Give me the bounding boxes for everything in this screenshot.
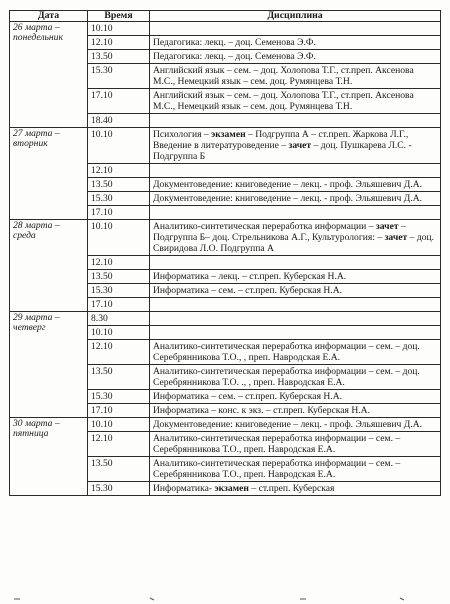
time-cell: 17.10 [88,206,150,220]
time-cell: 10.10 [88,22,150,36]
time-cell: 17.10 [88,89,150,114]
discipline-emphasis: зачет [384,232,408,243]
time-cell: 10.10 [88,128,150,164]
discipline-text: Информатика- [153,483,215,494]
time-cell: 12.10 [88,164,150,178]
discipline-text: Психология – [153,129,212,140]
discipline-cell [150,340,441,365]
discipline-text: – ст.преп. Куберская [248,483,335,494]
discipline-text: Документоведение: книговедение – лекц. - проф. Эльяшевич Д.А. [153,193,423,204]
schedule-row [10,22,441,36]
discipline-cell [150,482,441,496]
time-cell: 13.50 [88,50,150,64]
discipline-text: – Подгруппа Б– доц. Стрельникова А.Г., Культурология: – [153,221,406,243]
discipline-emphasis: экзамен [211,129,246,140]
time-cell: 10.10 [88,220,150,256]
discipline-cell [150,312,441,326]
time-cell: 15.30 [88,64,150,89]
discipline-cell [150,284,441,298]
discipline-text: Информатика – лекц. – ст.преп. Куберская Н.А. [153,271,347,282]
discipline-text: Документоведение: книговедение – лекц. - проф. Эльяшевич Д.А. [153,419,423,430]
discipline-cell [150,390,441,404]
discipline-text: Аналитико-синтетическая переработка информации – сем. – доц. Серебрянникова Т.О., , преп. Навродская Е.А. [153,341,420,363]
discipline-cell [150,256,441,270]
discipline-text: Аналитико-синтетическая переработка информации – сем. – Серебрянникова Т.О., преп. Навродская Е.А. [153,433,401,455]
discipline-text: – доц. Пушкарева Л.С. - Подгруппа Б [153,140,412,162]
time-cell: 13.50 [88,270,150,284]
discipline-text: Педагогика: лекц. – доц. Семенова Э.Ф. [153,37,316,48]
time-cell: 12.10 [88,36,150,50]
schedule-row [10,312,441,326]
discipline-text: Английский язык – сем. – доц. Холопова Т.Г., ст.преп. Аксенова М.С., Немецкий язык – сем. доц. Румянцева Т.Н. [153,65,414,87]
discipline-cell [150,36,441,50]
time-cell: 18.40 [88,114,150,128]
discipline-cell [150,178,441,192]
discipline-cell [150,128,441,164]
discipline-cell [150,22,441,36]
time-cell: 15.30 [88,390,150,404]
discipline-text: – Подгруппа А – ст.преп. Жаркова Л.Г., Введение в литературоведение – [153,129,409,151]
time-cell: 10.10 [88,418,150,432]
discipline-text: Информатика – сем. – ст.преп. Куберская Н.А. [153,391,343,402]
discipline-cell [150,206,441,220]
discipline-emphasis: экзамен [214,483,249,494]
time-cell: 12.10 [88,256,150,270]
day-date-cell: 29 марта – четверг [10,312,88,418]
discipline-cell [150,365,441,390]
discipline-cell [150,457,441,482]
discipline-cell [150,298,441,312]
header-row [10,11,441,22]
time-cell: 13.50 [88,365,150,390]
header-time: Время [88,11,150,22]
discipline-text: Аналитико-синтетическая переработка информации – сем. – Серебрянникова Т.О., преп. Навродская Е.А. [153,458,401,480]
time-cell: 15.30 [88,284,150,298]
discipline-cell [150,192,441,206]
discipline-text: Аналитико-синтетическая переработка информации – [153,221,376,232]
discipline-text: – доц. Свиридова Л.О. Подгруппа А [153,232,435,254]
discipline-cell [150,164,441,178]
time-cell: 17.10 [88,298,150,312]
discipline-text: Аналитико-синтетическая переработка информации – сем. – доц. Серебрянникова Т.О. ., , преп. Навродская Е.А. [153,366,420,388]
discipline-text: Английский язык – сем. – доц. Холопова Т.Г., ст.преп. Аксенова М.С., Немецкий язык – сем. доц. Румянцева Т.Н. [153,90,414,112]
schedule-row [10,128,441,164]
discipline-cell [150,418,441,432]
schedule-body [10,22,441,496]
discipline-text: Информатика – конс. к экз. – ст.преп. Куберская Н.А. [153,405,370,416]
header-date: Дата [10,11,88,22]
day-date-cell: 27 марта – вторник [10,128,88,220]
scan-edge-mark [0,596,450,602]
discipline-cell [150,89,441,114]
discipline-cell [150,326,441,340]
schedule-row [10,418,441,432]
discipline-cell [150,220,441,256]
discipline-cell [150,114,441,128]
day-date-cell: 30 марта – пятница [10,418,88,496]
discipline-text: Педагогика: лекц. – доц. Семенова Э.Ф. [153,51,316,62]
time-cell: 15.30 [88,192,150,206]
day-date-cell: 26 марта – понедельник [10,22,88,128]
discipline-text: Информатика – сем. – ст.преп. Куберская Н.А. [153,285,343,296]
time-cell: 8.30 [88,312,150,326]
schedule-row [10,220,441,256]
discipline-cell [150,64,441,89]
time-cell: 17.10 [88,404,150,418]
time-cell: 10.10 [88,326,150,340]
discipline-text: Документоведение: книговедение – лекц. - проф. Эльяшевич Д.А. [153,179,423,190]
discipline-cell [150,404,441,418]
time-cell: 13.50 [88,457,150,482]
schedule-table [9,10,441,496]
discipline-cell [150,50,441,64]
time-cell: 12.10 [88,340,150,365]
discipline-emphasis: зачет [288,140,312,151]
discipline-cell [150,432,441,457]
time-cell: 15.30 [88,482,150,496]
day-date-cell: 28 марта – среда [10,220,88,312]
discipline-emphasis: зачет [375,221,399,232]
discipline-cell [150,270,441,284]
time-cell: 13.50 [88,178,150,192]
time-cell: 12.10 [88,432,150,457]
header-discipline: Дисциплина [150,11,441,22]
